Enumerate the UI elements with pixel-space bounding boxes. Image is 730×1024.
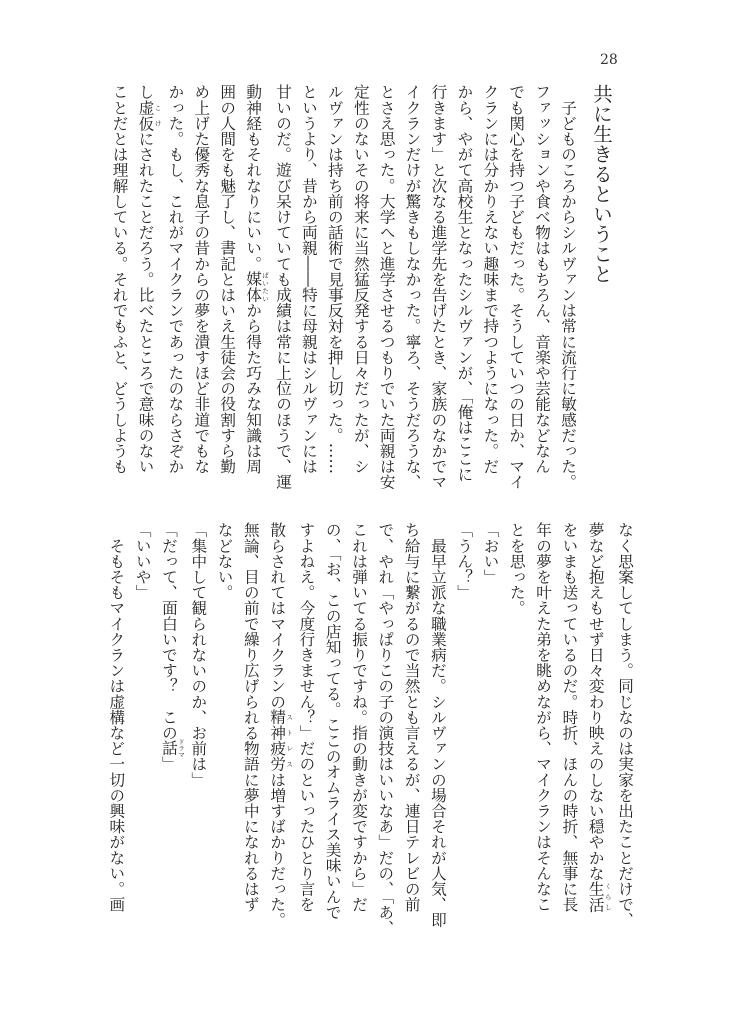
ruby-annotation: 媒体 ばいたい	[244, 271, 270, 303]
ruby-annotation: 話 ドラマ	[159, 738, 185, 758]
text-column: め上げた優秀な息子の昔からの夢を潰すほど非道でもな	[192, 84, 211, 474]
text-column: 「だって、面白いです？ この話 ドラマ」	[159, 522, 185, 772]
text-column: かった。もし、これがマイクランであったのならさぞか	[166, 84, 185, 474]
text-column: などない。	[215, 522, 234, 600]
ruby-annotation: 生活 くらし	[586, 880, 612, 913]
text-column: でも関心を持つ子どもだった。そうしていつの日か、マイ	[507, 84, 526, 490]
text-column: 散らされてはマイクランの精神疲労 ストレスは増すばかりだった。	[268, 522, 294, 928]
text-column: イクランだけが驚きもしなかった。寧ろ、そうだろうな、	[403, 84, 422, 490]
text-column: 「いいや」	[133, 522, 152, 600]
text-column: で、やれ「やっぱりこの子の演技はいいなあ」だの、「あ、	[376, 522, 395, 936]
text-column: から、やがて高校生となったシルヴァンが、「俺はここに	[455, 84, 474, 482]
text-column: クランには分かりえない趣味まで持つようになった。だ	[481, 84, 500, 474]
text-column: 最早立派な職業病だ。シルヴァンの場合それが人気、即	[428, 522, 447, 928]
ruby-annotation: 虚仮 こけ	[136, 99, 162, 131]
page-number: 28	[600, 52, 618, 68]
text-column: ファッションや食べ物はもちろん、音楽や芸能などなん	[533, 84, 552, 474]
text-column: をいまも送っているのだ。時折、ほんの時折、無事に長	[560, 522, 579, 912]
chapter-title: 共に生きるということ	[590, 84, 613, 284]
text-column: 無論、目の前で繰り広げられる物語に夢中になれるはず	[241, 522, 260, 912]
text-column: 行きます」と次なる進学先を告げたとき、家族のなかでマ	[429, 84, 448, 490]
text-column: 夢など抱えもせず日々変わり映えのしない穏やかな生活 くらし	[586, 522, 612, 913]
ruby-annotation: 精神疲労 ストレス	[268, 709, 294, 772]
text-column: 囲の人間をも魅了し、書記とはいえ生徒会の役割すら勤	[218, 84, 237, 474]
text-column: ことだとは理解している。それでもふと、どうしようも	[110, 84, 129, 474]
body-text-lower	[107, 522, 638, 942]
text-column: とさえ思った。大学へと進学させるつもりでいた両親は安	[377, 84, 396, 490]
text-column: とを思った。	[507, 522, 526, 616]
text-column: なく思案してしまう。同じなのは実家を出たことだけで、	[616, 522, 634, 928]
text-column: の、「お、この店知ってる。ここのオムライス美味いんで	[323, 522, 342, 920]
text-column: すよねえ。今度行きません？」だのといったひとり言を	[297, 522, 316, 912]
text-column: そもそもマイクランは虚構など一切の興味がない。画	[107, 522, 126, 912]
text-column: 定性のないその将来に当然猛反発する日々だったが、シ	[351, 84, 370, 474]
text-column: し虚仮 こけにされたことだろう。比べたところで意味のない	[136, 84, 162, 475]
text-column: 甘いのだ。遊び呆けていても成績は常に上位のほうで、運	[274, 84, 293, 490]
text-column: ルヴァンは持ち前の話術で見事反対を押し切った。……	[325, 84, 344, 474]
text-column: 「集中して観られないのか、お前は」	[189, 522, 208, 788]
text-column: というより、昔から両親――特に母親はシルヴァンには	[299, 84, 318, 474]
text-column: 「うん？」	[455, 522, 474, 600]
text-column: 年の夢を叶えた弟を眺めながら、マイクランはそんなこ	[534, 522, 553, 912]
body-text-upper	[112, 84, 580, 500]
text-column: これは弾いてる振りですね。指の動きが変ですから」だ	[350, 522, 369, 912]
text-column: 子どものころからシルヴァンは常に流行に敏感だった。	[559, 84, 577, 490]
text-column: ち給与に繋がるので当然とも言えるが、連日テレビの前	[402, 522, 421, 912]
text-column: 「おい」	[481, 522, 500, 585]
text-column: 動神経もそれなりにいい。媒体 ばいたいから得た巧みな知識は周	[244, 84, 270, 475]
